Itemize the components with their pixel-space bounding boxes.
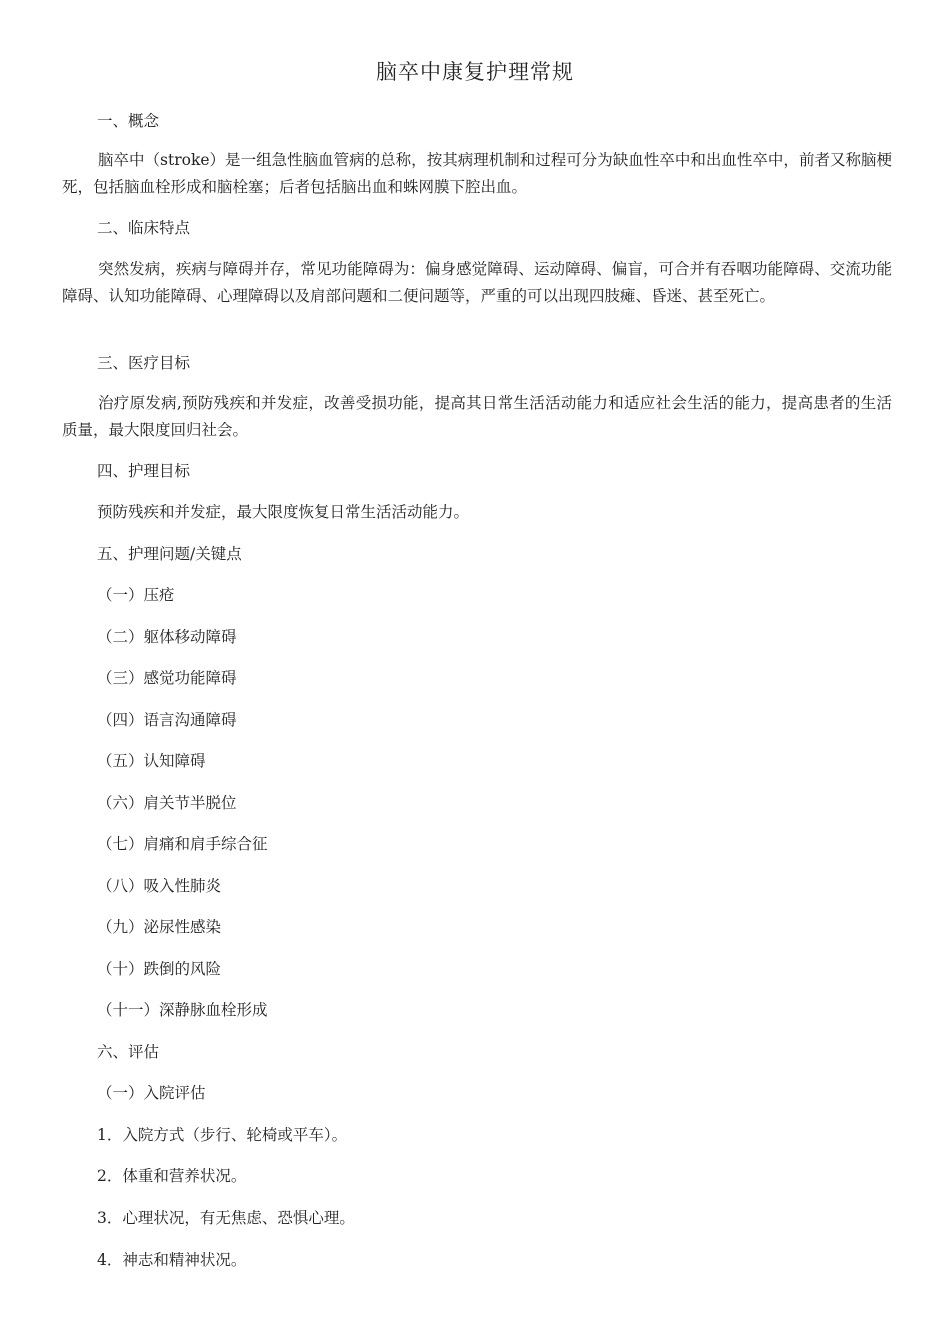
list-item: （二）躯体移动障碍 bbox=[97, 628, 237, 646]
section-heading-assessment: 六、评估 bbox=[97, 1043, 160, 1061]
list-item: （一）压疮 bbox=[97, 586, 175, 604]
section-body-medical-goals: 治疗原发病,预防残疾和并发症，改善受损功能，提高其日常生活活动能力和适应社会生活的能力，提高患者的生活质量，最大限度回归社会。 bbox=[62, 394, 892, 439]
section-heading-medical-goals: 三、医疗目标 bbox=[97, 354, 191, 372]
section-body-concept: 脑卒中（stroke）是一组急性脑血管病的总称，按其病理机制和过程可分为缺血性卒中和出血性卒中，前者又称脑梗死，包括脑血栓形成和脑栓塞；后者包括脑出血和蛛网膜下腔出血。 bbox=[62, 151, 892, 196]
section-body-clinical-features: 突然发病，疾病与障碍并存，常见功能障碍为：偏身感觉障碍、运动障碍、偏盲，可合并有吞咽功能障碍、交流功能障碍、认知功能障碍、心理障碍以及肩部问题和二便问题等，严重的可以出现四肢瘫、昏迷、甚至死亡。 bbox=[62, 260, 892, 305]
list-item: （八）吸入性肺炎 bbox=[97, 877, 222, 895]
section-body-nursing-goals: 预防残疾和并发症，最大限度恢复日常生活活动能力。 bbox=[97, 503, 470, 521]
list-item: （五）认知障碍 bbox=[97, 752, 206, 770]
list-item: （四）语言沟通障碍 bbox=[97, 711, 237, 729]
list-item: （六）肩关节半脱位 bbox=[97, 794, 237, 812]
document-title: 脑卒中康复护理常规 bbox=[376, 60, 574, 84]
section-heading-nursing-problems: 五、护理问题/关键点 bbox=[97, 545, 242, 563]
list-item: 1．入院方式（步行、轮椅或平车）。 bbox=[97, 1126, 348, 1144]
list-item: 4．神志和精神状况。 bbox=[97, 1251, 247, 1269]
list-item: （十）跌倒的风险 bbox=[97, 960, 222, 978]
list-item: （十一）深静脉血栓形成 bbox=[97, 1001, 268, 1019]
list-item: 3．心理状况，有无焦虑、恐惧心理。 bbox=[97, 1209, 355, 1227]
list-item: （七）肩痛和肩手综合征 bbox=[97, 835, 268, 853]
list-item: （九）泌尿性感染 bbox=[97, 918, 222, 936]
section-heading-nursing-goals: 四、护理目标 bbox=[97, 462, 191, 480]
section-heading-concept: 一、概念 bbox=[97, 112, 160, 130]
list-item: （三）感觉功能障碍 bbox=[97, 669, 237, 687]
subsection-heading-admission-assessment: （一）入院评估 bbox=[97, 1084, 206, 1102]
section-heading-clinical-features: 二、临床特点 bbox=[97, 219, 191, 237]
list-item: 2．体重和营养状况。 bbox=[97, 1167, 247, 1185]
